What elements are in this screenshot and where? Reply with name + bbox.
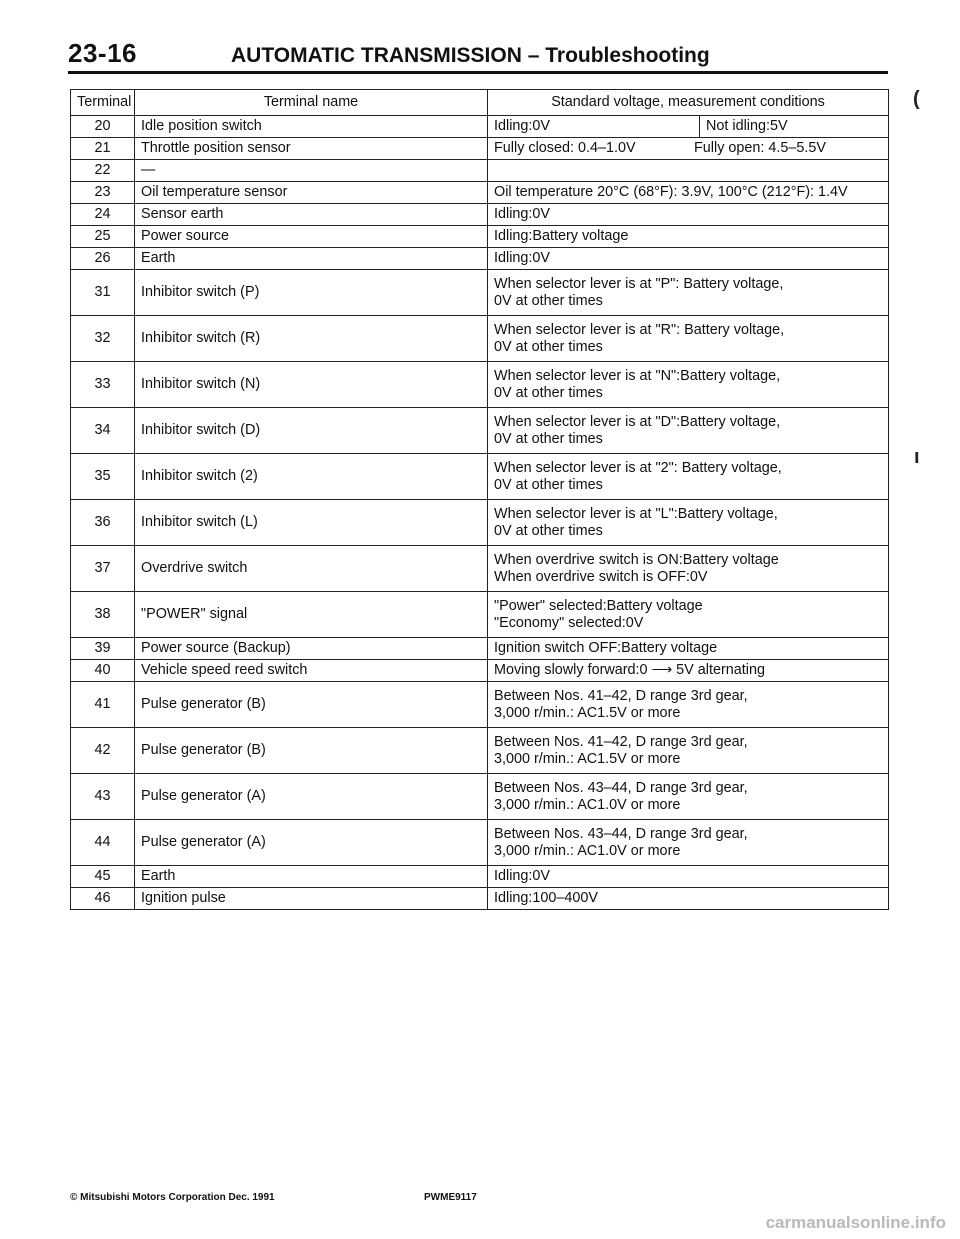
condition-line-1: Between Nos. 43–44, D range 3rd gear, [494, 825, 748, 842]
terminal-name: Earth [135, 866, 488, 888]
condition-cell [488, 592, 889, 638]
table-row [71, 116, 889, 138]
condition-cell: Moving slowly forward:0 ⟶ 5V alternating [488, 660, 889, 682]
margin-mark: ( [913, 88, 920, 110]
condition-cell [488, 728, 889, 774]
condition-line-2: 0V at other times [494, 338, 603, 355]
terminal-number: 39 [71, 638, 135, 660]
terminal-voltage-table [70, 89, 889, 910]
terminal-name: Idle position switch [135, 116, 488, 138]
condition-line-1: Between Nos. 41–42, D range 3rd gear, [494, 687, 748, 704]
condition-line-1: When selector lever is at "R": Battery voltage, [494, 321, 785, 338]
terminal-name: Inhibitor switch (N) [135, 362, 488, 408]
terminal-name: Throttle position sensor [135, 138, 488, 160]
terminal-number: 45 [71, 866, 135, 888]
terminal-number: 23 [71, 182, 135, 204]
condition-line-2: 3,000 r/min.: AC1.5V or more [494, 704, 681, 721]
terminal-number: 25 [71, 226, 135, 248]
condition-cell [488, 774, 889, 820]
terminal-number: 33 [71, 362, 135, 408]
column-header-terminal: Terminal [71, 90, 135, 116]
terminal-name: Inhibitor switch (P) [135, 270, 488, 316]
terminal-number: 21 [71, 138, 135, 160]
condition-line-2: 0V at other times [494, 430, 603, 447]
table-row [71, 316, 889, 362]
condition-line-1: When selector lever is at "P": Battery voltage, [494, 275, 784, 292]
terminal-name: Oil temperature sensor [135, 182, 488, 204]
condition-cell [488, 160, 889, 182]
condition-cell [488, 408, 889, 454]
terminal-number: 44 [71, 820, 135, 866]
table-row [71, 500, 889, 546]
table-row [71, 248, 889, 270]
footer-document-code: PWME9117 [424, 1192, 477, 1203]
condition-cell: Idling:100–400V [488, 888, 889, 910]
condition-line-1: When selector lever is at "2": Battery voltage, [494, 459, 782, 476]
terminal-number: 22 [71, 160, 135, 182]
terminal-name: Pulse generator (B) [135, 728, 488, 774]
condition-line-1: When selector lever is at "D":Battery voltage, [494, 413, 781, 430]
table-row [71, 182, 889, 204]
terminal-number: 31 [71, 270, 135, 316]
terminal-name: Power source [135, 226, 488, 248]
condition-idling: Idling:0V [488, 116, 700, 137]
terminal-number: 20 [71, 116, 135, 138]
terminal-number: 35 [71, 454, 135, 500]
condition-cell [488, 138, 889, 160]
condition-cell: Ignition switch OFF:Battery voltage [488, 638, 889, 660]
table-row [71, 160, 889, 182]
terminal-name: Vehicle speed reed switch [135, 660, 488, 682]
terminal-name: "POWER" signal [135, 592, 488, 638]
condition-cell [488, 270, 889, 316]
condition-cell [488, 820, 889, 866]
table-row [71, 270, 889, 316]
terminal-number: 42 [71, 728, 135, 774]
condition-line-2: 0V at other times [494, 384, 603, 401]
table-row [71, 546, 889, 592]
terminal-name: Pulse generator (A) [135, 820, 488, 866]
terminal-name: Sensor earth [135, 204, 488, 226]
table-row [71, 660, 889, 682]
terminal-name: Inhibitor switch (2) [135, 454, 488, 500]
table-row [71, 774, 889, 820]
table-row [71, 682, 889, 728]
table-row [71, 592, 889, 638]
terminal-name: Pulse generator (A) [135, 774, 488, 820]
terminal-number: 38 [71, 592, 135, 638]
condition-line-2: 3,000 r/min.: AC1.0V or more [494, 842, 681, 859]
header-rule [68, 71, 888, 74]
condition-line-2: "Economy" selected:0V [494, 614, 644, 631]
table-row [71, 138, 889, 160]
terminal-number: 43 [71, 774, 135, 820]
condition-not-idling: Not idling:5V [706, 118, 788, 134]
condition-line-1: When overdrive switch is ON:Battery voltage [494, 551, 779, 568]
footer-copyright: © Mitsubishi Motors Corporation Dec. 1991 [70, 1192, 275, 1203]
terminal-number: 41 [71, 682, 135, 728]
table-row [71, 638, 889, 660]
terminal-number: 24 [71, 204, 135, 226]
condition-line-1: "Power" selected:Battery voltage [494, 597, 703, 614]
terminal-name: Overdrive switch [135, 546, 488, 592]
page-number: 23-16 [68, 38, 137, 68]
condition-line-1: Between Nos. 43–44, D range 3rd gear, [494, 779, 748, 796]
terminal-name: — [135, 160, 488, 182]
condition-line-2: 3,000 r/min.: AC1.5V or more [494, 750, 681, 767]
table-row [71, 362, 889, 408]
condition-cell [488, 682, 889, 728]
condition-cell: Idling:0V [488, 866, 889, 888]
column-header-conditions: Standard voltage, measurement conditions [488, 90, 889, 116]
terminal-name: Pulse generator (B) [135, 682, 488, 728]
condition-line-2: 0V at other times [494, 476, 603, 493]
table-row [71, 454, 889, 500]
terminal-number: 34 [71, 408, 135, 454]
terminal-number: 40 [71, 660, 135, 682]
column-header-terminal-name: Terminal name [135, 90, 488, 116]
condition-line-1: Between Nos. 41–42, D range 3rd gear, [494, 733, 748, 750]
terminal-name: Power source (Backup) [135, 638, 488, 660]
terminal-number: 46 [71, 888, 135, 910]
condition-cell [488, 454, 889, 500]
terminal-name: Inhibitor switch (R) [135, 316, 488, 362]
condition-cell: Oil temperature 20°C (68°F): 3.9V, 100°C (212°F): 1.4V [488, 182, 889, 204]
condition-cell: Idling:0V [488, 248, 889, 270]
condition-cell [488, 116, 889, 138]
condition-cell: Idling:Battery voltage [488, 226, 889, 248]
table-row [71, 408, 889, 454]
table-row [71, 728, 889, 774]
condition-line-2: 0V at other times [494, 292, 603, 309]
condition-cell [488, 500, 889, 546]
condition-fully-open: Fully open: 4.5–5.5V [694, 140, 827, 156]
terminal-name: Ignition pulse [135, 888, 488, 910]
condition-line-2: When overdrive switch is OFF:0V [494, 568, 708, 585]
terminal-name: Earth [135, 248, 488, 270]
page-header [68, 38, 888, 72]
condition-line-1: When selector lever is at "L":Battery voltage, [494, 505, 778, 522]
table-row [71, 226, 889, 248]
condition-cell [488, 546, 889, 592]
terminal-number: 36 [71, 500, 135, 546]
terminal-number: 32 [71, 316, 135, 362]
condition-line-2: 0V at other times [494, 522, 603, 539]
condition-cell [488, 362, 889, 408]
page-title: AUTOMATIC TRANSMISSION – Troubleshooting [231, 44, 710, 67]
table-header-row [71, 90, 889, 116]
terminal-name: Inhibitor switch (D) [135, 408, 488, 454]
condition-cell [488, 316, 889, 362]
margin-mark: ı [914, 446, 920, 468]
condition-line-2: 3,000 r/min.: AC1.0V or more [494, 796, 681, 813]
table-row [71, 866, 889, 888]
condition-line-1: When selector lever is at "N":Battery voltage, [494, 367, 781, 384]
table-row [71, 888, 889, 910]
watermark: carmanualsonline.info [765, 1213, 946, 1232]
terminal-name: Inhibitor switch (L) [135, 500, 488, 546]
terminal-number: 26 [71, 248, 135, 270]
table-row [71, 204, 889, 226]
condition-cell: Idling:0V [488, 204, 889, 226]
terminal-number: 37 [71, 546, 135, 592]
table-row [71, 820, 889, 866]
condition-fully-closed: Fully closed: 0.4–1.0V [494, 140, 636, 156]
